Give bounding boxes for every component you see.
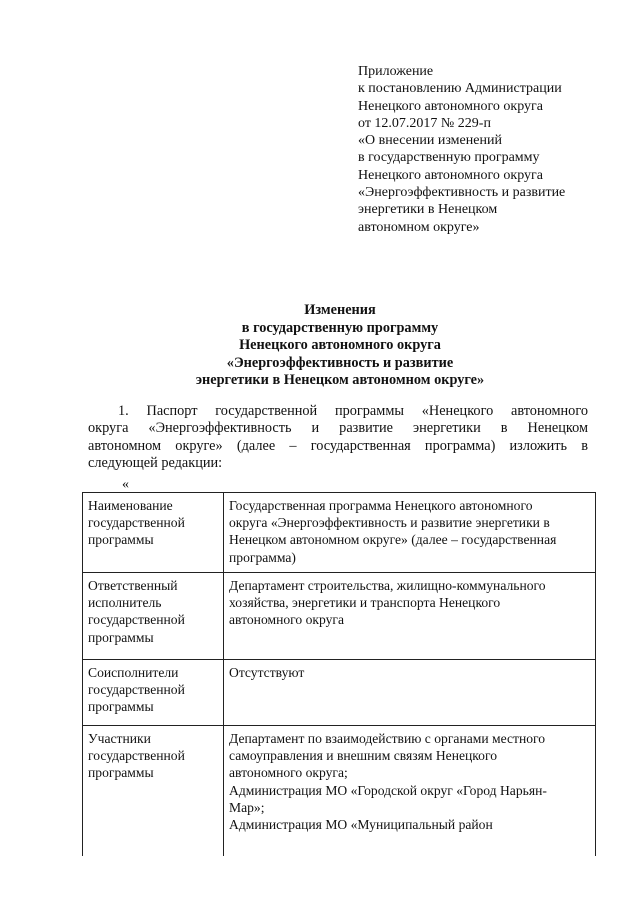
cell-line: автономного округа: [229, 612, 345, 628]
cell-line: Ненецком автономном округе» (далее – государственная: [229, 532, 557, 548]
cell-line: государственной: [88, 515, 185, 531]
appendix-line: Приложение: [358, 64, 434, 79]
appendix-line: энергетики в Ненецком: [358, 202, 498, 218]
cell-line: Государственная программа Ненецкого автономного: [229, 498, 533, 513]
cell-line: программа): [229, 549, 296, 565]
cell-line: государственной: [88, 682, 185, 698]
row-label-cell: [83, 660, 224, 726]
heading-line: «Энергоэффективность и развитие: [226, 354, 454, 371]
paragraph-line: округа «Энергоэффективность и развитие энергетики в Ненецком: [88, 420, 588, 437]
cell-line: самоуправления и внешним связям Ненецкого: [229, 748, 498, 764]
cell-line: государственной: [88, 748, 185, 764]
document-heading: [90, 302, 590, 390]
cell-line: Администрация МО «Муниципальный район: [229, 817, 493, 833]
heading-line: энергетики в Ненецком автономном округе»: [195, 372, 485, 389]
appendix-line: «Энергоэффективность и развитие: [358, 185, 566, 201]
heading-line: в государственную программу: [241, 319, 439, 336]
cell-line: программы: [88, 532, 154, 548]
cell-line: Мар»;: [229, 799, 265, 815]
cell-line: Участники: [88, 731, 151, 746]
appendix-line: автономном округе»: [358, 219, 480, 235]
appendix-line: в государственную программу: [358, 150, 540, 166]
cell-line: Департамент по взаимодействию с органами местного: [229, 731, 546, 746]
appendix-line: к постановлению Администрации: [358, 81, 562, 97]
body-paragraph: [88, 403, 588, 473]
cell-line: Соисполнители: [88, 665, 179, 680]
table-row: [83, 493, 596, 573]
cell-line: Департамент строительства, жилищно-коммунального: [229, 578, 546, 593]
cell-line: исполнитель: [88, 595, 162, 611]
heading-line: Ненецкого автономного округа: [239, 337, 441, 354]
cell-line: Администрация МО «Городской округ «Город Нарьян-: [229, 782, 547, 798]
row-value-cell: [224, 660, 596, 726]
cell-line: округа «Энергоэффективность и развитие энергетики в: [229, 515, 550, 531]
cell-line: программы: [88, 699, 154, 715]
row-label-cell: [83, 493, 224, 573]
appendix-line: Ненецкого автономного округа: [358, 167, 543, 183]
paragraph-line: автономном округе» (далее – государственная программа) изложить в: [88, 437, 588, 454]
cell-line: государственной: [88, 612, 185, 628]
cell-line: автономного округа;: [229, 765, 348, 781]
table-row: [83, 660, 596, 726]
row-value-cell: [224, 726, 596, 856]
appendix-line: от 12.07.2017 № 229-п: [358, 115, 491, 131]
cell-line: Ответственный: [88, 578, 178, 593]
row-label-cell: [83, 573, 224, 660]
cell-line: программы: [88, 629, 154, 645]
row-label-cell: [83, 726, 224, 856]
appendix-line: «О внесении изменений: [358, 133, 502, 149]
table-row: [83, 573, 596, 660]
cell-line: Отсутствуют: [229, 665, 305, 680]
paragraph-line: следующей редакции:: [88, 455, 223, 472]
appendix-block: [358, 63, 628, 236]
cell-line: Наименование: [88, 498, 173, 513]
cell-line: программы: [88, 765, 154, 781]
cell-line: хозяйства, энергетики и транспорта Ненецкого: [229, 595, 501, 611]
appendix-line: Ненецкого автономного округа: [358, 98, 543, 114]
opening-quote-mark: «: [122, 477, 129, 492]
row-value-cell: [224, 573, 596, 660]
row-value-cell: [224, 493, 596, 573]
paragraph-line: 1. Паспорт государственной программы «Ненецкого автономного: [118, 403, 588, 419]
program-passport-table: [82, 492, 596, 856]
heading-line: Изменения: [304, 302, 376, 318]
table-row: [83, 726, 596, 856]
